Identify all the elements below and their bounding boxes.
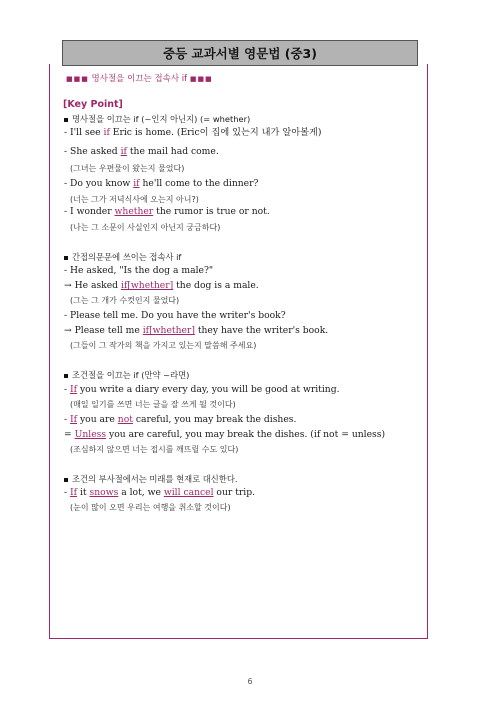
key-point-label: [Key Point] [63, 99, 123, 110]
block2-heading: 간접의문문에 쓰이는 접속사 if [64, 251, 181, 263]
block4-line1-translation: (눈이 많이 오면 우리는 여행을 취소할 것이다) [70, 503, 231, 512]
block1-heading: 명사절을 이끄는 if (~인지 아닌지) (= whether) [64, 113, 250, 125]
block3-line3-translation: (조심하지 않으면 너는 접시를 깨뜨릴 수도 있다) [70, 445, 239, 454]
square-bullets-icon: ■■■ [66, 75, 89, 83]
header-title-bar [62, 40, 418, 66]
square-bullet-icon [64, 374, 68, 378]
block3-line2: - If you are not careful, you may break the dishes. [64, 414, 297, 425]
block3-line3: = Unless you are careful, you may break the dishes. (if not = unless) [64, 429, 386, 440]
block3-line1-translation: (매일 일기를 쓰면 너는 글을 잘 쓰게 될 것이다) [70, 400, 236, 409]
square-bullet-icon [64, 478, 68, 482]
block1-line2: - She asked if the mail had come. [64, 146, 219, 157]
header-title: 중등 교과서별 영문법 (중3) [163, 46, 317, 61]
block2-line2-translation: (그는 그 개가 수컷인지 물었다) [70, 296, 180, 305]
block1-line4: - I wonder whether the rumor is true or not. [64, 206, 270, 217]
block4-heading: 조건의 부사절에서는 미래를 현재로 대신한다. [64, 473, 237, 485]
block3-line1: - If you write a diary every day, you will be good at writing. [64, 384, 340, 395]
block2-line3: - Please tell me. Do you have the writer's book? [64, 310, 286, 321]
block4-line1: - If it snows a lot, we will cancel our trip. [64, 487, 256, 498]
square-bullets-icon: ■■■ [189, 75, 213, 83]
block2-line4-translation: (그들이 그 작가의 책을 가지고 있는지 말씀해 주세요) [70, 341, 257, 350]
block1-line4-translation: (나는 그 소문이 사실인지 아닌지 궁금하다) [70, 223, 221, 232]
block1-line3-translation: (너는 그가 저녁식사에 오는지 아니?) [70, 195, 199, 204]
block3-heading: 조건절을 이끄는 if (만약 ~라면) [64, 369, 189, 381]
section-title [66, 72, 213, 84]
square-bullet-icon [64, 256, 68, 260]
block2-line2: → He asked if[whether] the dog is a male. [64, 280, 259, 291]
block1-line1: - I'll see if Eric is home. (Eric이 집에 있는지 내가 알아볼게) [64, 127, 322, 138]
page-number: 6 [247, 677, 253, 686]
block1-line2-translation: (그녀는 우편물이 왔는지 물었다) [70, 164, 185, 173]
block2-line1: - He asked, "Is the dog a male?" [64, 265, 214, 276]
block2-line4: → Please tell me if[whether] they have the writer's book. [64, 325, 329, 336]
block1-line3: - Do you know if he'll come to the dinner? [64, 178, 259, 189]
square-bullet-icon [64, 118, 68, 122]
section-title-text: 명사절을 이끄는 접속사 if [91, 74, 188, 84]
